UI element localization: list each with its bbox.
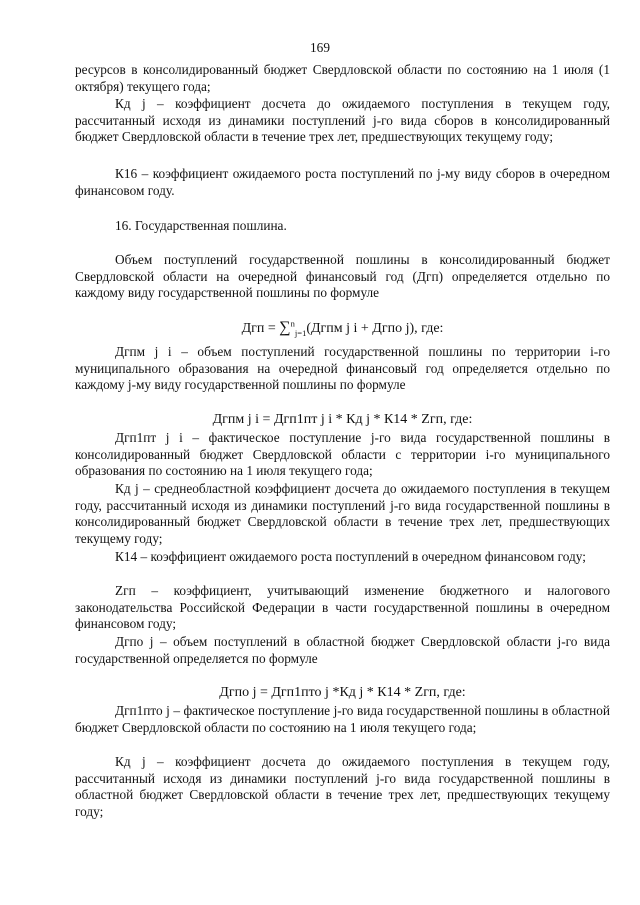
section-title: 16. Государственная пошлина. (115, 218, 287, 233)
summation-lower: j=1 (294, 327, 307, 338)
paragraph-text: Дгпм j i – объем поступлений государственной пошлины по территории i-го муниципального образования на очередной финансовый год определяется отдельно по каждому j-му виду государственной пошлины по формуле (75, 344, 610, 392)
formula-dgp (75, 320, 610, 338)
summation-upper: n (290, 318, 295, 329)
formula-dgpm: Дгпм j i = Дгп1пт j i * Кд j * К14 * Zгп, где: (212, 412, 473, 427)
paragraph-text: Дгп1пто j – фактическое поступление j-го вида государственной пошлины в областной бюджет Свердловской области по состоянию на 1 июля текущего года; (75, 703, 610, 735)
paragraph-text: К16 – коэффициент ожидаемого роста поступлений по j-му виду сборов в очередном финансовом году. (75, 166, 610, 198)
paragraph-k16-def (75, 166, 610, 199)
formula-dgpo: Дгпо j = Дгп1пто j *Кд j * К14 * Zгп, где: (219, 685, 466, 700)
paragraph-text: Кд j – коэффициент досчета до ожидаемого поступления в текущем году, рассчитанный исходя из динамики поступлений j-го вида государственной пошлины в областной бюджет Свердловской области в течение трех лет, предшествующих текущему году; (75, 754, 610, 819)
paragraph-text: К14 – коэффициент ожидаемого роста поступлений в очередном финансовом году; (115, 549, 586, 564)
paragraph-text: Кд j – среднеобластной коэффициент досчета до ожидаемого поступления в текущем году, рассчитанный исходя из динамики поступлений j-го вида государственной пошлины в консолидированный бюджет Свердловской области в течение трех лет, предшествующих текущему году; (75, 481, 610, 546)
paragraph-text: ресурсов в консолидированный бюджет Свердловской области по состоянию на 1 июля (1 октября) текущего года; (75, 62, 610, 94)
paragraph-dgp1pt-def (75, 430, 610, 480)
paragraph-kd-regional-def (75, 754, 610, 820)
paragraph-k14-def (75, 549, 610, 566)
paragraph-text: Кд j – коэффициент досчета до ожидаемого поступления в текущем году, рассчитанный исходя из динамики поступлений j-го вида сборов в консолидированный бюджет Свердловской области в течение трех лет, предшествующих текущему году; (75, 96, 610, 144)
paragraph-text: Дгпо j – объем поступлений в областной бюджет Свердловской области j-го вида государственной определяется по формуле (75, 634, 610, 666)
summation (279, 318, 307, 338)
paragraph-zgp-def (75, 583, 610, 633)
paragraph-resources (75, 62, 610, 95)
paragraph-text: Zгп – коэффициент, учитывающий изменение бюджетного и налогового законодательства Российской Федерации в части государственной пошлины в очередном финансовом году; (75, 583, 610, 631)
formula-lhs: Дгп = (241, 321, 280, 336)
paragraph-intro (75, 252, 610, 302)
page-number: 169 (310, 40, 330, 55)
paragraph-dgp1pto-def (75, 703, 610, 736)
summation-symbol: ∑ (279, 319, 291, 336)
paragraph-text: Объем поступлений государственной пошлины в консолидированный бюджет Свердловской области на очередной финансовый год (Дгп) определяется отдельно по каждому виду государственной пошлины по формуле (75, 252, 610, 300)
paragraph-kd-avg-def (75, 481, 610, 547)
paragraph-dgpm-def (75, 344, 610, 394)
paragraph-dgpo-def (75, 634, 610, 667)
paragraph-text: Дгп1пт j i – фактическое поступление j-го вида государственной пошлины в консолидированный бюджет Свердловской области с территории i-го муниципального образования по состоянию на 1 июля текущего года; (75, 430, 610, 478)
paragraph-kd-def (75, 96, 610, 146)
formula-rhs: (Дгпм j i + Дгпо j), где: (306, 321, 444, 336)
section-heading (75, 218, 610, 235)
